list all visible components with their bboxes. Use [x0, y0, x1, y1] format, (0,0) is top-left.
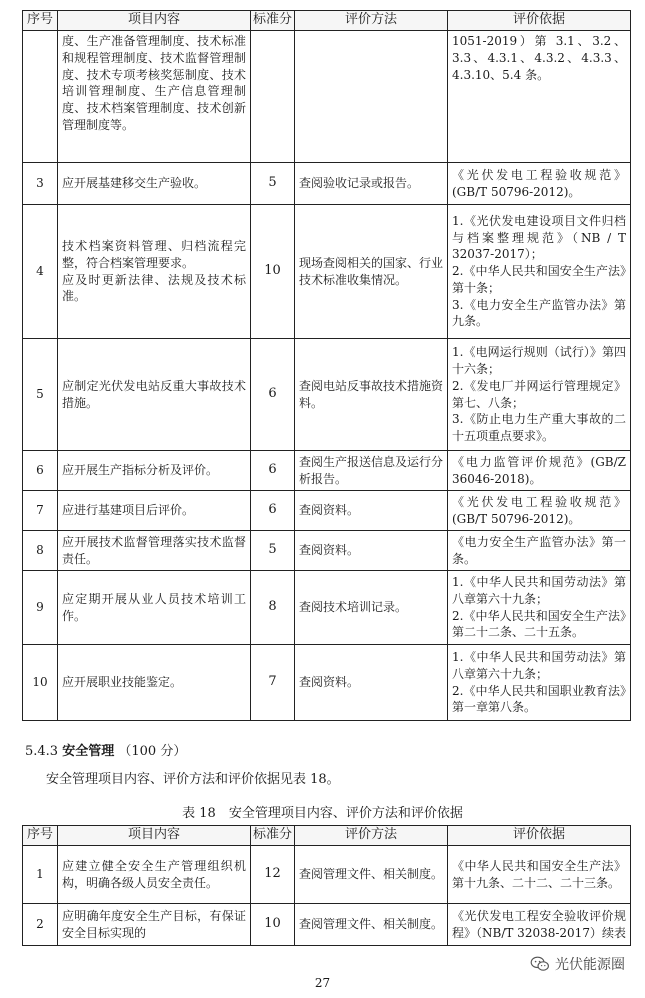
table-row — [23, 491, 631, 531]
table-row — [23, 339, 631, 451]
row-basis: 1.《光伏发电建设项目文件归档与档案整理规范》（NB / T 32037-2017）； 2.《中华人民共和国安全生产法》第十条； 3.《电力安全生产监管办法》第九条。 — [448, 205, 631, 339]
table-caption: 表 18 安全管理项目内容、评价方法和评价依据 — [182, 806, 463, 821]
row-number: 2 — [23, 904, 58, 946]
row-method: 查阅管理文件、相关制度。 — [295, 904, 448, 946]
row-basis: 《光伏发电工程验收规范》(GB/T 50796-2012)。 — [448, 491, 631, 531]
page-number: 27 — [314, 976, 331, 990]
row-score: 12 — [251, 846, 295, 904]
row-number: 3 — [23, 163, 58, 205]
row-number: 1 — [23, 846, 58, 904]
table-row — [23, 846, 631, 904]
row-score: 7 — [251, 645, 295, 721]
row-number: 7 — [23, 491, 58, 531]
row-basis: 1.《电网运行规则（试行）》第四十六条； 2.《发电厂并网运行管理规定》第七、八条； 3.《防止电力生产重大事故的二十五项重点要求》。 — [448, 339, 631, 451]
table-row — [23, 904, 631, 946]
row-score: 8 — [251, 571, 295, 645]
table-row — [23, 645, 631, 721]
evaluation-table-continued — [22, 10, 631, 721]
row-basis: 1.《中华人民共和国劳动法》第八章第六十九条； 2.《中华人民共和国安全生产法》第二十二条、二十五条。 — [448, 571, 631, 645]
row-method: 查阅生产报送信息及运行分析报告。 — [295, 451, 448, 491]
section-score: （100 分） — [118, 744, 187, 759]
section-number: 5.4.3 — [25, 744, 59, 759]
col-header-no: 序号 — [23, 826, 58, 846]
wechat-icon — [530, 956, 550, 972]
row-number: 5 — [23, 339, 58, 451]
row-number — [23, 31, 58, 163]
row-content: 度、生产准备管理制度、技术标准和规程管理制度、技术监督管理制度、技术专项考核奖惩制度、技术培训管理制度、生产信息管理制度、技术档案管理制度、技术创新管理制度等。 — [58, 31, 251, 163]
row-score: 10 — [251, 904, 295, 946]
col-header-basis: 评价依据 — [448, 11, 631, 31]
section-heading — [25, 740, 186, 759]
col-header-method: 评价方法 — [295, 11, 448, 31]
table-row — [23, 31, 631, 163]
row-basis: 《光伏发电工程验收规范》(GB/T 50796-2012)。 — [448, 163, 631, 205]
row-content: 应制定光伏发电站反重大事故技术措施。 — [58, 339, 251, 451]
row-score: 6 — [251, 451, 295, 491]
row-number: 8 — [23, 531, 58, 571]
row-method: 查阅电站反事故技术措施资料。 — [295, 339, 448, 451]
row-score: 10 — [251, 205, 295, 339]
col-header-content: 项目内容 — [58, 826, 251, 846]
row-basis: 《光伏发电工程安全验收评价规程》（NB/T 32038-2017）续表 — [448, 904, 631, 946]
row-method: 查阅资料。 — [295, 491, 448, 531]
row-content: 技术档案资料管理、归档流程完整，符合档案管理要求。 应及时更新法律、法规及技术标准。 — [58, 205, 251, 339]
row-number: 9 — [23, 571, 58, 645]
col-header-score: 标准分 — [251, 11, 295, 31]
table-row — [23, 163, 631, 205]
row-content: 应建立健全安全生产管理组织机构，明确各级人员安全责任。 — [58, 846, 251, 904]
row-method: 查阅管理文件、相关制度。 — [295, 846, 448, 904]
table-header-row — [23, 826, 631, 846]
table-header-row — [23, 11, 631, 31]
row-content: 应开展基建移交生产验收。 — [58, 163, 251, 205]
col-header-content: 项目内容 — [58, 11, 251, 31]
row-method: 查阅资料。 — [295, 531, 448, 571]
row-score: 5 — [251, 531, 295, 571]
row-number: 6 — [23, 451, 58, 491]
row-content: 应明确年度安全生产目标，有保证安全目标实现的 — [58, 904, 251, 946]
col-header-score: 标准分 — [251, 826, 295, 846]
watermark-text: 光伏能源圈 — [555, 957, 625, 973]
row-basis: 《中华人民共和国安全生产法》第十九条、二十二、二十三条。 — [448, 846, 631, 904]
row-content: 应定期开展从业人员技术培训工作。 — [58, 571, 251, 645]
section-title: 安全管理 — [62, 744, 115, 759]
safety-management-table — [22, 825, 631, 946]
row-content: 应开展技术监督管理落实技术监督责任。 — [58, 531, 251, 571]
col-header-no: 序号 — [23, 11, 58, 31]
row-method — [295, 31, 448, 163]
row-method: 现场查阅相关的国家、行业技术标准收集情况。 — [295, 205, 448, 339]
row-basis: 1051-2019）第 3.1、3.2、3.3、4.3.1、4.3.2、4.3.3、4.3.10、5.4 条。 — [448, 31, 631, 163]
col-header-method: 评价方法 — [295, 826, 448, 846]
row-score: 5 — [251, 163, 295, 205]
row-score: 6 — [251, 339, 295, 451]
watermark — [530, 954, 625, 974]
row-content: 应开展职业技能鉴定。 — [58, 645, 251, 721]
row-number: 10 — [23, 645, 58, 721]
row-content: 应开展生产指标分析及评价。 — [58, 451, 251, 491]
row-basis: 《电力监管评价规范》(GB/Z 36046-2018)。 — [448, 451, 631, 491]
col-header-basis: 评价依据 — [448, 826, 631, 846]
row-number: 4 — [23, 205, 58, 339]
row-method: 查阅资料。 — [295, 645, 448, 721]
table-row — [23, 571, 631, 645]
table-row — [23, 205, 631, 339]
intro-paragraph: 安全管理项目内容、评价方法和评价依据见表 18。 — [46, 772, 340, 787]
row-basis: 《电力安全生产监管办法》第一条。 — [448, 531, 631, 571]
row-basis: 1.《中华人民共和国劳动法》第八章第六十九条； 2.《中华人民共和国职业教育法》第一章第八条。 — [448, 645, 631, 721]
row-method: 查阅技术培训记录。 — [295, 571, 448, 645]
row-method: 查阅验收记录或报告。 — [295, 163, 448, 205]
row-score — [251, 31, 295, 163]
table-row — [23, 451, 631, 491]
table-row — [23, 531, 631, 571]
row-content: 应进行基建项目后评价。 — [58, 491, 251, 531]
row-score: 6 — [251, 491, 295, 531]
